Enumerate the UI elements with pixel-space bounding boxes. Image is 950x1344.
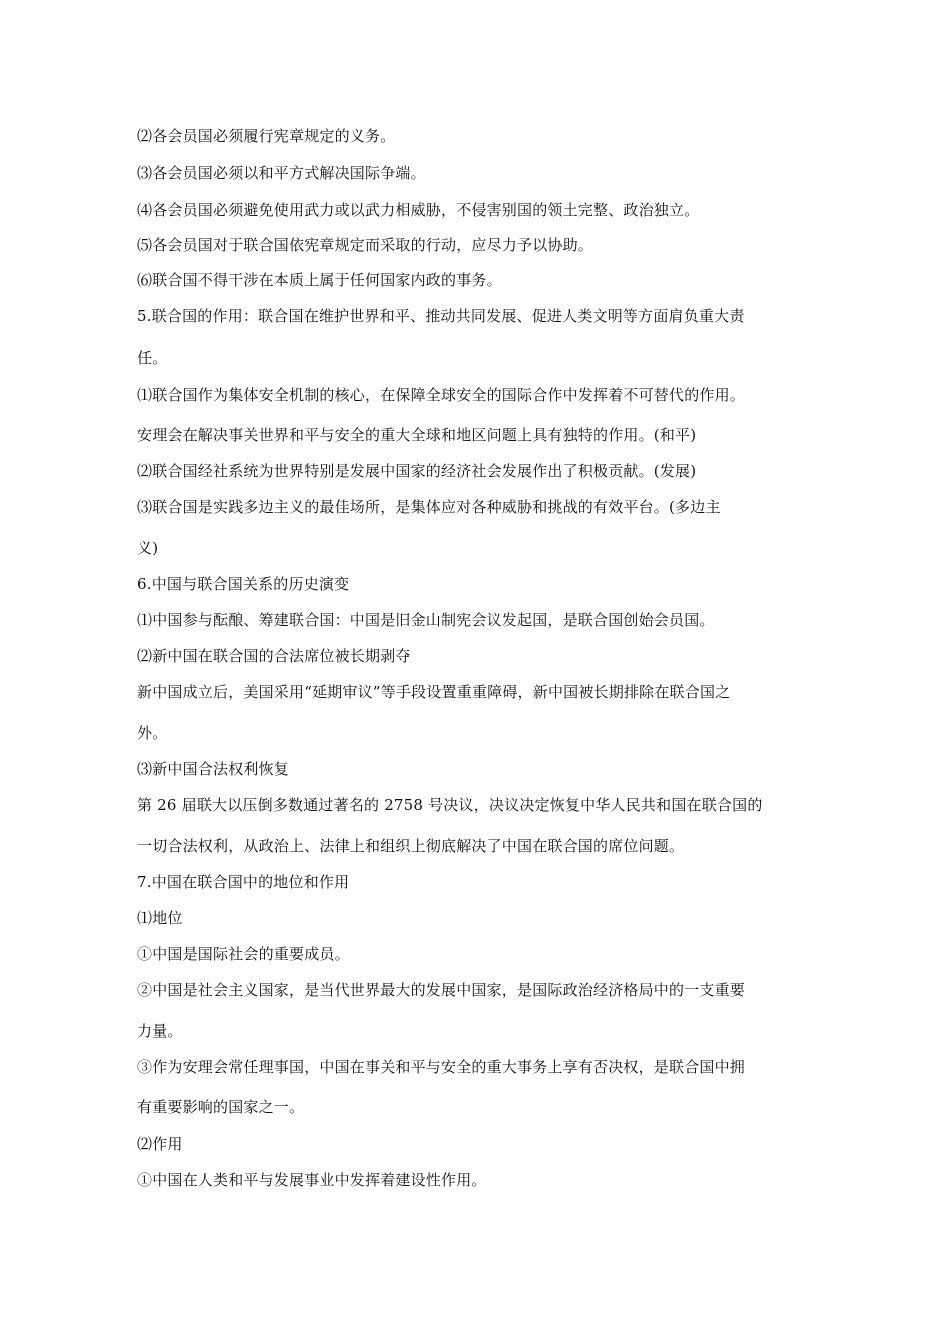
text-line: ⑵联合国经社系统为世界特别是发展中国家的经济社会发展作出了积极贡献。(发展) (137, 462, 697, 480)
text-line: ⑴联合国作为集体安全机制的核心，在保障全球安全的国际合作中发挥着不可替代的作用。 (137, 386, 746, 404)
text-line: 安理会在解决事关世界和平与安全的重大全球和地区问题上具有独特的作用。(和平) (137, 426, 697, 444)
text-line: ⑵各会员国必须履行宪章规定的义务。 (137, 127, 396, 145)
text-line: 有重要影响的国家之一。 (137, 1098, 305, 1116)
text-line: ⑷各会员国必须避免使用武力或以武力相威胁，不侵害别国的领土完整、政治独立。 (137, 201, 700, 219)
text-line: 义) (137, 539, 159, 557)
text-line: ①中国是国际社会的重要成员。 (137, 945, 350, 963)
text-line: ①中国在人类和平与发展事业中发挥着建设性作用。 (137, 1171, 487, 1189)
text-line: ⑶各会员国必须以和平方式解决国际争端。 (137, 164, 426, 182)
text-line: ⑴中国参与酝酿、筹建联合国：中国是旧金山制宪会议发起国，是联合国创始会员国。 (137, 611, 715, 629)
text-line: 新中国成立后，美国采用“延期审议”等手段设置重重障碍，新中国被长期排除在联合国之 (137, 683, 731, 701)
text-line: ⑶新中国合法权利恢复 (137, 760, 290, 778)
text-line: 力量。 (137, 1022, 183, 1040)
text-line: 任。 (137, 349, 168, 367)
text-line: ⑶联合国是实践多边主义的最佳场所，是集体应对各种威胁和挑战的有效平台。(多边主 (137, 498, 721, 516)
text-line: 7.中国在联合国中的地位和作用 (137, 873, 350, 891)
text-line: ⑹联合国不得干涉在本质上属于任何国家内政的事务。 (137, 271, 502, 289)
text-line: ⑵作用 (137, 1135, 183, 1153)
text-line: 外。 (137, 724, 168, 742)
text-line: ③作为安理会常任理事国，中国在事关和平与安全的重大事务上享有否决权，是联合国中拥 (137, 1058, 746, 1076)
text-line: 5.联合国的作用：联合国在维护世界和平、推动共同发展、促进人类文明等方面肩负重大责 (137, 307, 745, 325)
text-line: ⑵新中国在联合国的合法席位被长期剥夺 (137, 647, 411, 665)
text-line: ②中国是社会主义国家，是当代世界最大的发展中国家，是国际政治经济格局中的一支重要 (137, 981, 746, 999)
text-line: ⑴地位 (137, 909, 183, 927)
text-line: 6.中国与联合国关系的历史演变 (137, 575, 350, 593)
text-line: ⑸各会员国对于联合国依宪章规定而采取的行动，应尽力予以协助。 (137, 236, 594, 254)
text-line: 一切合法权利，从政治上、法律上和组织上彻底解决了中国在联合国的席位问题。 (137, 837, 685, 855)
text-line: 第 26 届联大以压倒多数通过著名的 2758 号决议，决议决定恢复中华人民共和国在联合国的 (137, 796, 763, 814)
